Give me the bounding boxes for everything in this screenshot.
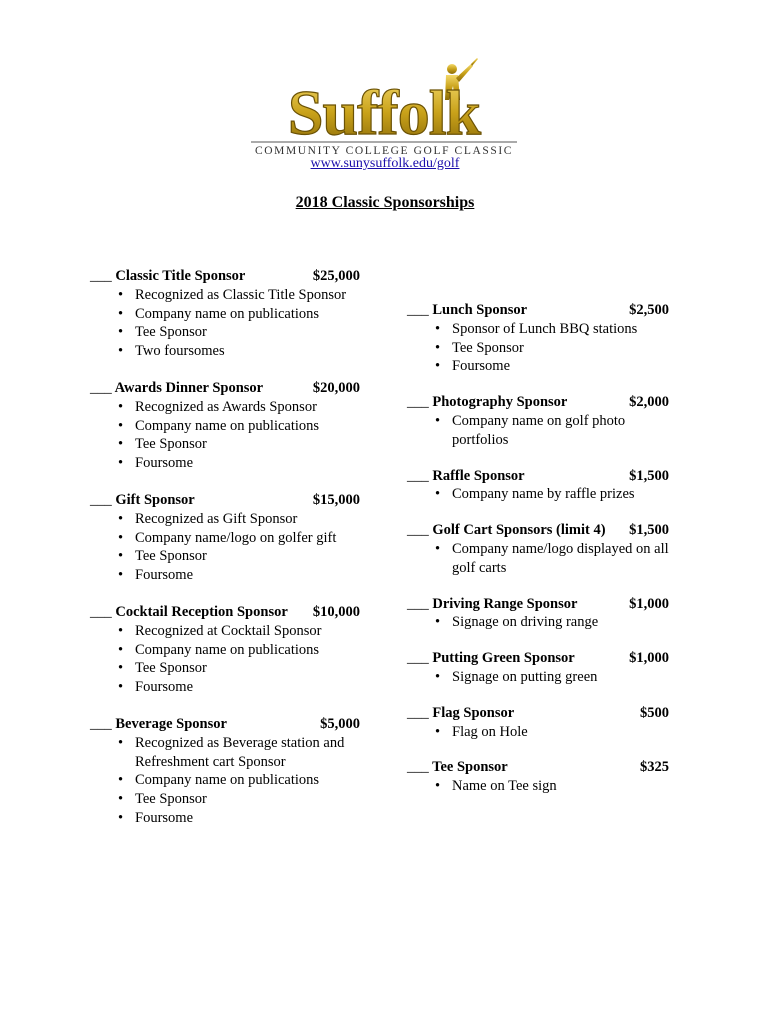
sponsor-tier-awards-dinner-sponsor: [90, 379, 360, 473]
suffolk-golf-classic-logo: [249, 56, 519, 156]
logo-wordmark: Suffolk: [287, 77, 481, 148]
sponsor-name: Putting Green Sponsor: [432, 650, 575, 667]
checkbox-blank-line: ___: [407, 522, 429, 539]
sponsor-heading: [407, 393, 669, 412]
sponsor-name: Beverage Sponsor: [115, 715, 227, 732]
benefit-item: • Tee Sponsor: [135, 659, 360, 678]
sponsor-name: Photography Sponsor: [432, 394, 568, 411]
checkbox-blank-line: ___: [407, 595, 429, 612]
sponsor-heading: [90, 267, 360, 286]
sponsor-name: Driving Range Sponsor: [432, 595, 578, 612]
benefit-list: [407, 723, 669, 742]
sponsor-heading: [90, 603, 360, 622]
benefit-item: • Name on Tee sign: [452, 777, 669, 796]
benefit-list: [90, 398, 360, 473]
sponsor-price: $25,000: [312, 268, 360, 284]
benefit-list: [407, 777, 669, 796]
sponsor-tier-beverage-sponsor: [90, 715, 360, 828]
page-title: 2018 Classic Sponsorships: [295, 194, 475, 211]
benefit-item: • Recognized as Classic Title Sponsor: [135, 286, 360, 305]
benefit-item: • Company name/logo on golfer gift: [135, 529, 360, 548]
benefit-item: • Company name by raffle prizes: [452, 485, 669, 504]
benefit-item: • Tee Sponsor: [135, 790, 360, 809]
sponsor-tier-flag-sponsor: [407, 704, 669, 742]
sponsor-tier-putting-green-sponsor: [407, 649, 669, 687]
benefit-list: [407, 668, 669, 687]
sponsor-name: Golf Cart Sponsors (limit 4): [432, 522, 606, 539]
sponsor-price: $5,000: [320, 715, 360, 732]
sponsor-tier-tee-sponsor: [407, 758, 669, 796]
benefit-list: [90, 622, 360, 697]
sponsor-heading: [407, 595, 669, 614]
benefit-item: • Company name on publications: [135, 641, 360, 660]
sponsor-price: $2,000: [629, 394, 669, 411]
benefit-item: • Company name on publications: [135, 417, 360, 436]
sponsor-tier-raffle-sponsor: [407, 467, 669, 505]
benefit-item: • Recognized as Awards Sponsor: [135, 398, 360, 417]
benefit-item: • Tee Sponsor: [135, 547, 360, 566]
benefit-list: [407, 540, 669, 578]
sponsor-price: $1,500: [629, 522, 669, 539]
benefit-item: • Recognized as Beverage station and Refreshment cart Sponsor: [135, 734, 360, 772]
sponsor-name: Flag Sponsor: [432, 704, 515, 721]
benefit-item: • Tee Sponsor: [452, 339, 669, 358]
sponsor-tier-driving-range-sponsor: [407, 595, 669, 633]
sponsor-heading: [407, 301, 669, 320]
sponsor-tier-lunch-sponsor: [407, 301, 669, 376]
sponsor-price: $20,000: [312, 379, 360, 396]
sponsor-heading: [407, 467, 669, 486]
sponsor-price: $10,000: [312, 603, 360, 620]
benefit-item: • Company name on publications: [135, 305, 360, 324]
benefit-item: • Sponsor of Lunch BBQ stations: [452, 320, 669, 339]
sponsor-price: $15,000: [312, 491, 360, 508]
sponsor-price: $1,500: [629, 467, 669, 484]
sponsor-price: $2,500: [629, 302, 669, 318]
right-sponsor-column: [407, 301, 669, 796]
benefit-list: [407, 485, 669, 504]
checkbox-blank-line: ___: [407, 650, 429, 667]
sponsor-name: Cocktail Reception Sponsor: [115, 603, 288, 620]
checkbox-blank-line: ___: [407, 759, 429, 776]
sponsor-price: $325: [640, 759, 669, 776]
sponsor-heading: [407, 704, 669, 723]
benefit-item: • Signage on putting green: [452, 668, 669, 687]
sponsor-tier-photography-sponsor: [407, 393, 669, 449]
benefit-item: • Company name/logo displayed on all golf carts: [452, 540, 669, 578]
checkbox-blank-line: ___: [407, 302, 429, 318]
checkbox-blank-line: ___: [90, 379, 112, 396]
sponsor-price: $500: [640, 704, 669, 721]
sponsor-heading: [407, 758, 669, 777]
sponsor-heading: [90, 491, 360, 510]
benefit-item: • Foursome: [452, 357, 669, 376]
benefit-item: • Tee Sponsor: [135, 435, 360, 454]
benefit-list: [407, 412, 669, 450]
benefit-item: • Foursome: [135, 566, 360, 585]
benefit-item: • Foursome: [135, 809, 360, 828]
sponsor-heading: [90, 715, 360, 734]
benefit-item: • Signage on driving range: [452, 613, 669, 632]
sponsor-price: $1,000: [629, 595, 669, 612]
sponsor-tier-golf-cart-sponsors-limit-4: [407, 521, 669, 577]
sponsor-heading: [407, 649, 669, 668]
benefit-item: • Foursome: [135, 678, 360, 697]
benefit-list: [407, 320, 669, 376]
benefit-list: [90, 286, 360, 361]
sponsor-name: Raffle Sponsor: [432, 467, 525, 484]
sponsor-heading: [407, 521, 669, 540]
sponsor-name: Lunch Sponsor: [432, 302, 528, 318]
benefit-item: • Recognized as Gift Sponsor: [135, 510, 360, 529]
benefit-item: • Company name on publications: [135, 771, 360, 790]
benefit-list: [90, 510, 360, 585]
website-link[interactable]: www.sunysuffolk.edu/golf: [310, 156, 460, 171]
sponsor-name: Tee Sponsor: [432, 759, 508, 776]
logo-tagline: COMMUNITY COLLEGE GOLF CLASSIC: [254, 145, 514, 156]
sponsor-tier-cocktail-reception-sponsor: [90, 603, 360, 697]
checkbox-blank-line: ___: [407, 704, 429, 721]
left-sponsor-column: [90, 267, 360, 828]
sponsor-name: Awards Dinner Sponsor: [114, 379, 264, 396]
benefit-item: • Flag on Hole: [452, 723, 669, 742]
checkbox-blank-line: ___: [90, 715, 112, 732]
checkbox-blank-line: ___: [90, 491, 112, 508]
checkbox-blank-line: ___: [90, 603, 112, 620]
benefit-item: • Company name on golf photo portfolios: [452, 412, 669, 450]
checkbox-blank-line: ___: [90, 268, 112, 284]
sponsor-name: Classic Title Sponsor: [115, 268, 246, 284]
checkbox-blank-line: ___: [407, 467, 429, 484]
benefit-item: • Tee Sponsor: [135, 323, 360, 342]
sponsor-name: Gift Sponsor: [115, 491, 195, 508]
sponsor-heading: [90, 379, 360, 398]
benefit-list: [90, 734, 360, 828]
sponsor-price: $1,000: [629, 650, 669, 667]
benefit-item: • Recognized at Cocktail Sponsor: [135, 622, 360, 641]
benefit-item: • Foursome: [135, 454, 360, 473]
benefit-item: • Two foursomes: [135, 342, 360, 361]
checkbox-blank-line: ___: [407, 394, 429, 411]
sponsor-tier-classic-title-sponsor: [90, 267, 360, 361]
sponsor-tier-gift-sponsor: [90, 491, 360, 585]
benefit-list: [407, 613, 669, 632]
